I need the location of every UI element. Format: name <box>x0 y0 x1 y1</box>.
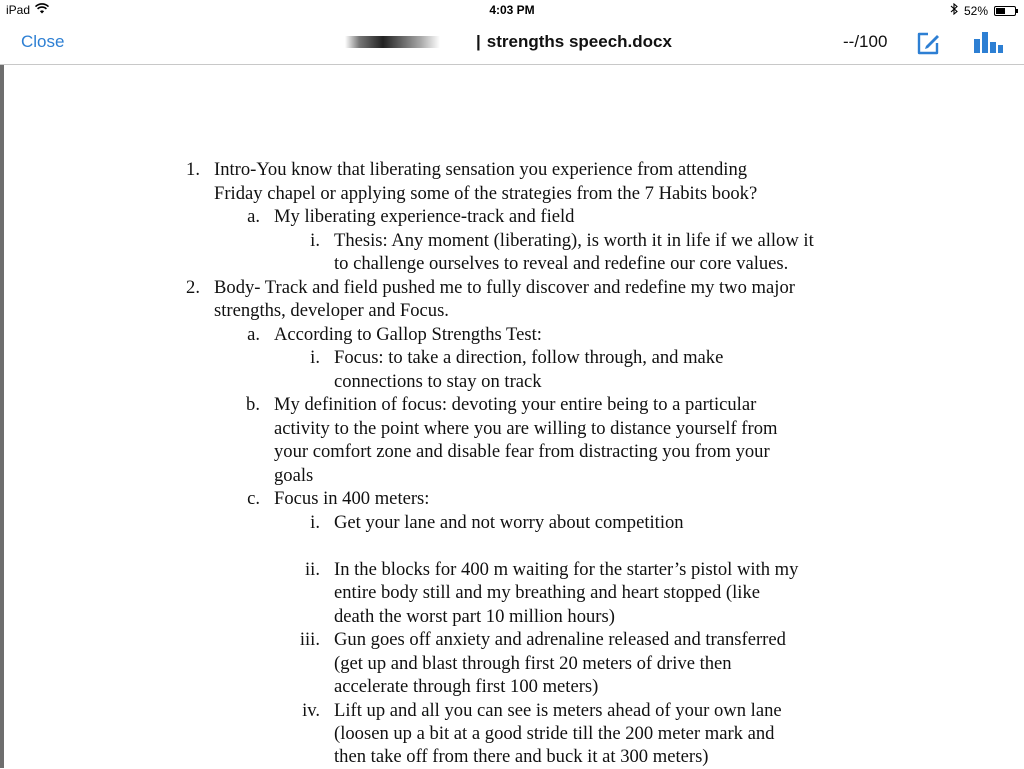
list-item-line: Lift up and all you can see is meters ahead of your own lane <box>334 699 782 721</box>
list-number: iii. <box>299 629 320 650</box>
device-name: iPad <box>6 3 31 17</box>
list-number: c. <box>247 488 260 509</box>
list-item-line: to challenge ourselves to reveal and redefine our core values. <box>334 253 789 274</box>
list-number: a. <box>247 206 260 227</box>
bluetooth-icon <box>950 3 958 18</box>
redacted-name <box>345 36 440 48</box>
battery-level <box>996 8 1005 14</box>
list-item-line: Get your lane and not worry about competition <box>334 511 684 533</box>
list-item-line: Friday chapel or applying some of the strategies from the 7 Habits book? <box>214 182 758 204</box>
list-number: i. <box>310 511 320 533</box>
list-number: b. <box>246 394 260 415</box>
list-item-line: death the worst part 10 million hours) <box>334 605 615 627</box>
grade-score: --/100 <box>843 32 888 51</box>
list-item-line: then take off from there and buck it at 300 meters) <box>334 746 709 767</box>
list-item-line: entire body still and my breathing and heart stopped (like <box>334 582 760 603</box>
list-item-line: Gun goes off anxiety and adrenaline released and transferred <box>334 629 786 650</box>
list-item-line: According to Gallop Strengths Test: <box>274 323 542 345</box>
list-item-line: connections to stay on track <box>334 370 542 392</box>
list-number: iv. <box>302 699 320 721</box>
list-number: 2. <box>186 276 200 298</box>
list-item-line: Thesis: Any moment (liberating), is worth it in life if we allow it <box>334 229 814 251</box>
close-button[interactable]: Close <box>21 32 65 51</box>
page-edge <box>0 65 4 768</box>
list-item-line: (get up and blast through first 20 meters of drive then <box>334 652 732 674</box>
list-number: i. <box>310 347 320 368</box>
list-item-line: In the blocks for 400 m waiting for the starter’s pistol with my <box>334 558 799 580</box>
list-item-line: activity to the point where you are willing to distance yourself from <box>274 417 778 439</box>
list-number: i. <box>310 229 320 251</box>
bar-chart-icon[interactable] <box>971 29 1005 57</box>
status-bar <box>0 0 1024 20</box>
list-item-line: goals <box>274 464 314 486</box>
status-right <box>950 3 1016 18</box>
edit-icon[interactable] <box>914 29 942 57</box>
list-number: a. <box>247 323 260 345</box>
document-title-bar <box>345 32 672 52</box>
list-item-line: Focus: to take a direction, follow through, and make <box>334 347 724 368</box>
list-item-line: accelerate through first 100 meters) <box>334 676 599 697</box>
title-separator: | <box>476 32 481 51</box>
list-item-line: Focus in 400 meters: <box>274 488 430 509</box>
battery-percent: 52% <box>963 3 988 18</box>
list-item-line: My liberating experience-track and field <box>274 206 575 227</box>
list-item-line: Intro-You know that liberating sensation you experience from attending <box>214 159 748 180</box>
list-item-line: (loosen up a bit at a good stride till the 200 meter mark and <box>334 723 775 744</box>
list-number: ii. <box>305 558 320 580</box>
nav-bar <box>0 20 1024 65</box>
document-title: strengths speech.docx <box>486 32 672 51</box>
status-time: 4:03 PM <box>489 3 535 17</box>
list-item-line: your comfort zone and disable fear from distracting you from your <box>274 441 770 462</box>
list-number: 1. <box>186 159 200 180</box>
list-item-line: My definition of focus: devoting your entire being to a particular <box>274 394 757 415</box>
list-item-line: Body- Track and field pushed me to fully discover and redefine my two major <box>214 276 795 298</box>
list-item-line: strengths, developer and Focus. <box>214 300 449 321</box>
battery-icon <box>994 6 1016 16</box>
